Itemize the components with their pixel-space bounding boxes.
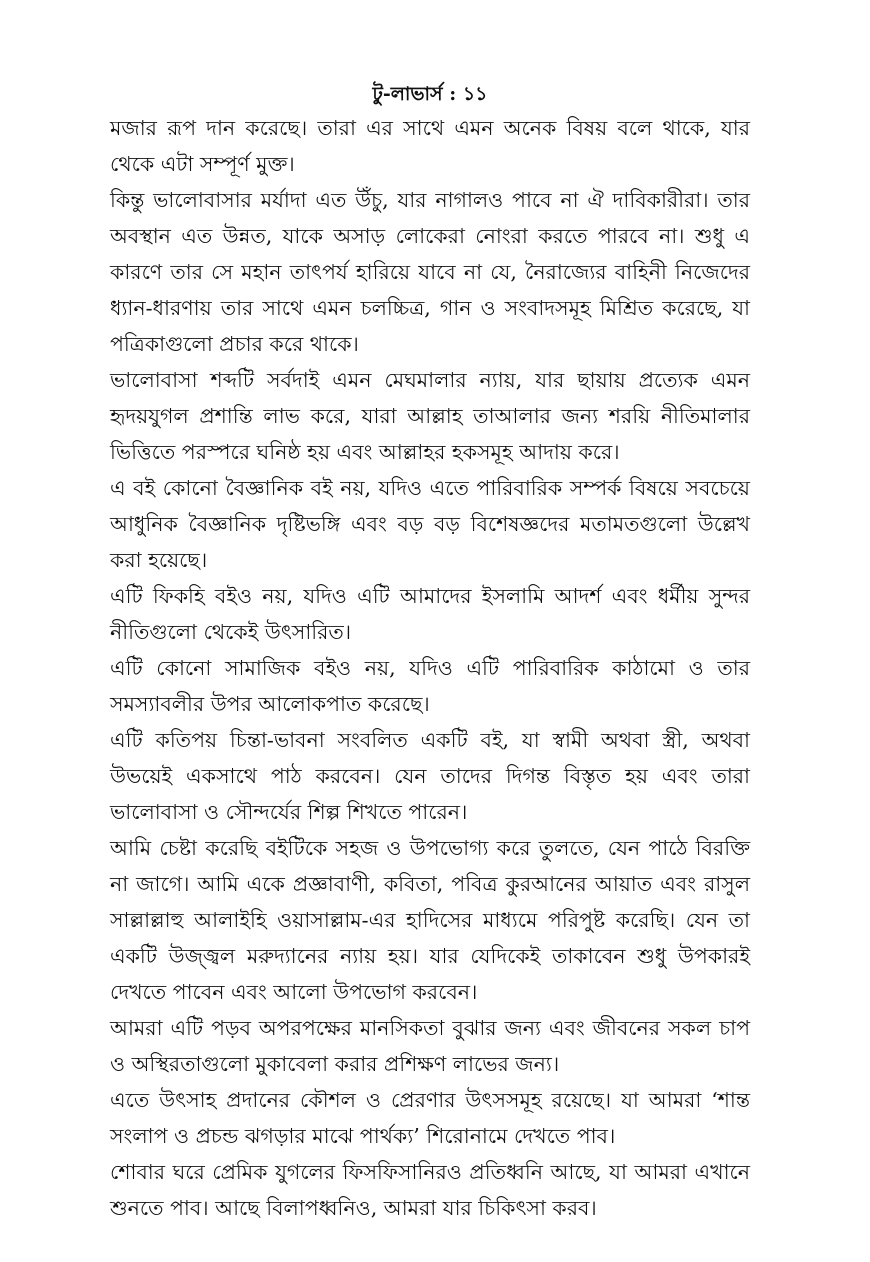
paragraph-5: এটি ফিকহি বইও নয়, যদিও এটি আমাদের ইসলামি আদর্শ এবং ধর্মীয় সুন্দর নীতিগুলো থেকেই উৎসারিত।: [110, 584, 750, 644]
running-header: টু-লাভার্স : ১১: [372, 83, 488, 105]
paragraph-3: ভালোবাসা শব্দটি সর্বদাই এমন মেঘমালার ন্যায়, যার ছায়ায় প্রত্যেক এমন হৃদয়যুগল প্রশান্তি লাভ করে, যারা আল্লাহ তাআলার জন্য শরয়ি নীতিমালার ভিত্তিতে পরস্পরে ঘনিষ্ঠ হয় এবং আল্লাহর হকসমূহ আদায় করে।: [110, 368, 750, 464]
paragraph-7: এটি কতিপয় চিন্তা-ভাবনা সংবলিত একটি বই, যা স্বামী অথবা স্ত্রী, অথবা উভয়েই একসাথে পাঠ করবেন। যেন তাদের দিগন্ত বিস্তৃত হয় এবং তারা ভালোবাসা ও সৌন্দর্যের শিল্প শিখতে পারেন।: [110, 728, 750, 824]
paragraph-10: এতে উৎসাহ প্রদানের কৌশল ও প্রেরণার উৎসসমূহ রয়েছে। যা আমরা ‘শান্ত সংলাপ ও প্রচন্ড ঝগড়ার মাঝে পার্থক্য’ শিরোনামে দেখতে পাব।: [110, 1088, 750, 1148]
paragraph-2: কিন্তু ভালোবাসার মর্যাদা এত উঁচু, যার নাগালও পাবে না ঐ দাবিকারীরা। তার অবস্থান এত উন্নত, যাকে অসাড় লোকেরা নোংরা করতে পারবে না। শুধু এ কারণে তার সে মহান তাৎপর্য হারিয়ে যাবে না যে, নৈরাজ্যের বাহিনী নিজেদের ধ্যান-ধারণায় তার সাথে এমন চলচ্চিত্র, গান ও সংবাদসমূহ মিশ্রিত করেছে, যা পত্রিকাগুলো প্রচার করে থাকে।: [110, 188, 750, 356]
paragraph-4: এ বই কোনো বৈজ্ঞানিক বই নয়, যদিও এতে পারিবারিক সম্পর্ক বিষয়ে সবচেয়ে আধুনিক বৈজ্ঞানিক দৃষ্টিভঙ্গি এবং বড় বড় বিশেষজ্ঞদের মতামতগুলো উল্লেখ করা হয়েছে।: [110, 476, 750, 572]
paragraph-1: মজার রূপ দান করেছে। তারা এর সাথে এমন অনেক বিষয় বলে থাকে, যার থেকে এটা সম্পূর্ণ মুক্ত।: [110, 116, 750, 176]
paragraph-6: এটি কোনো সামাজিক বইও নয়, যদিও এটি পারিবারিক কাঠামো ও তার সমস্যাবলীর উপর আলোকপাত করেছে।: [110, 656, 750, 716]
book-page: [110, 80, 750, 1226]
paragraph-8: আমি চেষ্টা করেছি বইটিকে সহজ ও উপভোগ্য করে তুলতে, যেন পাঠে বিরক্তি না জাগে। আমি একে প্রজ্ঞাবাণী, কবিতা, পবিত্র কুরআনের আয়াত এবং রাসুল সাল্লাল্লাহু আলাইহি ওয়াসাল্লাম-এর হাদিসের মাধ্যমে পরিপুষ্ট করেছি। যেন তা একটি উজ্জ্বল মরুদ্যানের ন্যায় হয়। যার যেদিকেই তাকাবেন শুধু উপকারই দেখতে পাবেন এবং আলো উপভোগ করবেন।: [110, 836, 750, 1004]
paragraph-9: আমরা এটি পড়ব অপরপক্ষের মানসিকতা বুঝার জন্য এবং জীবনের সকল চাপ ও অস্থিরতাগুলো মুকাবেলা করার প্রশিক্ষণ লাভের জন্য।: [110, 1016, 750, 1076]
paragraph-11: শোবার ঘরে প্রেমিক যুগলের ফিসফিসানিরও প্রতিধ্বনি আছে, যা আমরা এখানে শুনতে পাব। আছে বিলাপধ্বনিও, আমরা যার চিকিৎসা করব।: [110, 1160, 750, 1220]
